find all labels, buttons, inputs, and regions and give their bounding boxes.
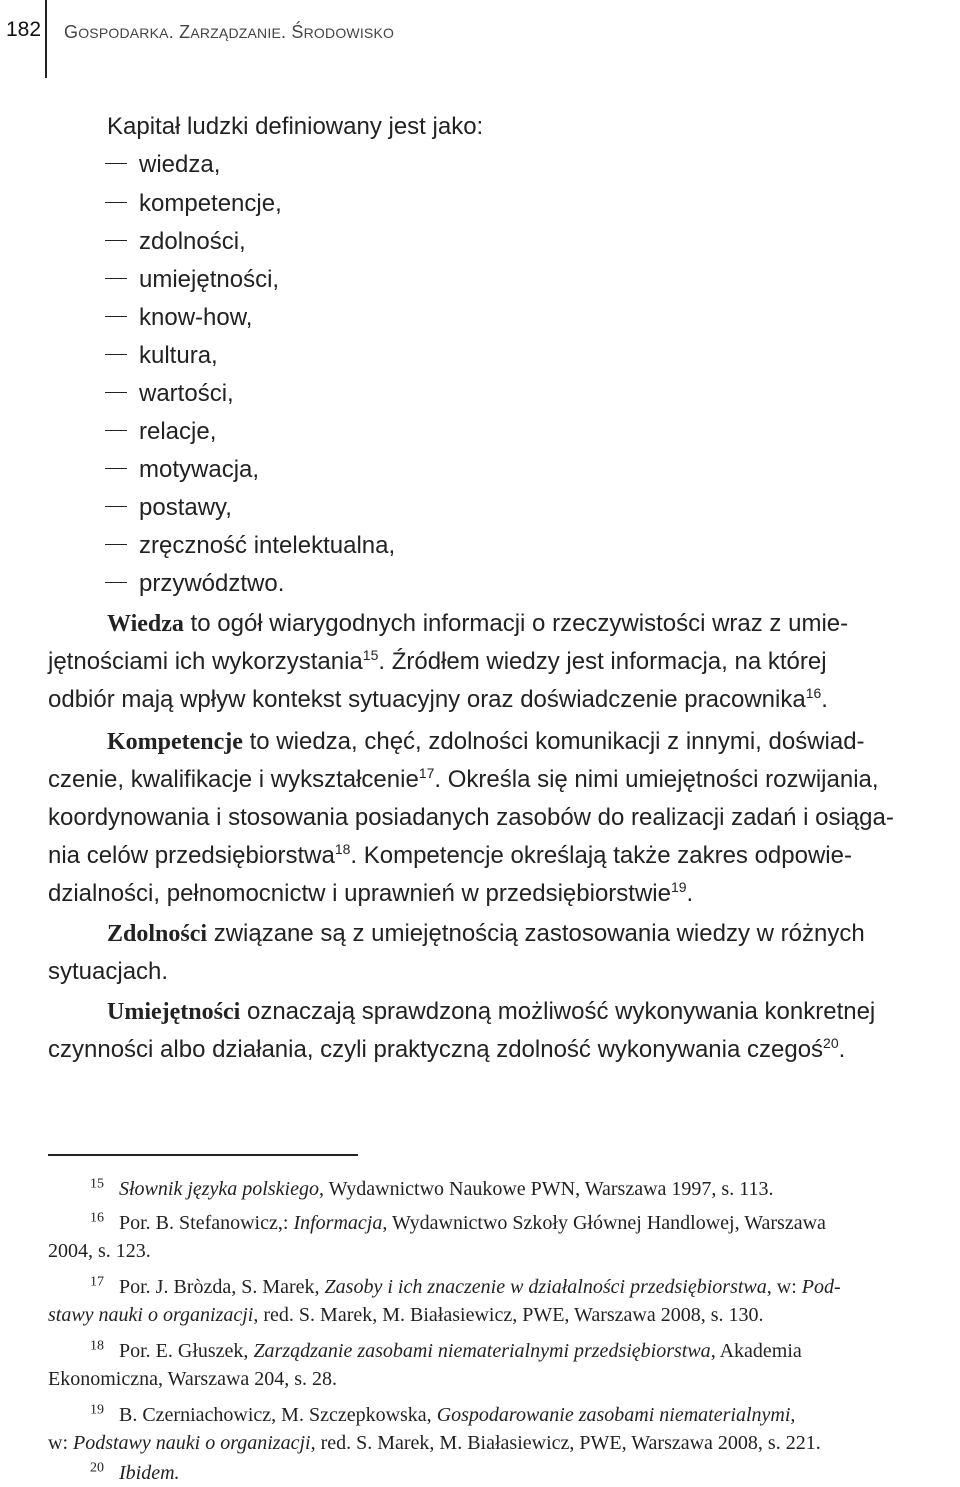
dash-bullet — [105, 240, 127, 242]
footnote-16-cont: 2004, s. 123. — [48, 1240, 151, 1262]
footnote-18-cont: Ekonomiczna, Warszawa 204, s. 28. — [48, 1368, 338, 1390]
term-umiejetnosci: Umiejętności — [107, 999, 241, 1025]
footnote-19: $^{19}$ B. Czerniachowicz, M. Szczepkowska, Gospodarowanie zasobami niematerialnymi, — [90, 1402, 796, 1426]
list-item: przywództwo. — [105, 572, 284, 596]
dash-bullet — [105, 544, 127, 546]
paragraph-line: czynności albo działania, czyli praktyczną zdolność wykonywania czegoś$^{20}$. — [48, 1035, 846, 1063]
intro-text: Kapitał ludzki definiowany jest jako: — [107, 113, 484, 140]
dash-bullet — [105, 468, 127, 470]
footnote-15: $^{15}$ Słownik języka polskiego, Wydawnictwo Naukowe PWN, Warszawa 1997, s. 113. — [90, 1176, 774, 1200]
paragraph-line: jętnościami ich wykorzystania$^{15}$. Źródłem wiedzy jest informacja, na której — [48, 647, 827, 675]
footnote-ref[interactable]: 20 — [823, 1035, 839, 1051]
dash-bullet — [105, 582, 127, 584]
dash-bullet — [105, 316, 127, 318]
paragraph-line: sytuacjach. — [48, 958, 169, 985]
footnote-ref[interactable]: 16 — [805, 685, 822, 701]
footnote-rule — [48, 1154, 358, 1156]
list-item: kompetencje, — [105, 192, 282, 216]
footnote-ref[interactable]: 18 — [334, 841, 351, 857]
list-item: wiedza, — [105, 153, 220, 177]
footnote-ref[interactable]: 19 — [670, 879, 687, 895]
dash-bullet — [105, 392, 127, 394]
dash-bullet — [105, 430, 127, 432]
footnote-17: $^{17}$ Por. J. Bròzda, S. Marek, Zasoby i ich znaczenie w działalności przedsiębiorstwa, w: Pod- — [90, 1274, 841, 1298]
list-item: wartości, — [105, 382, 234, 406]
paragraph-line: Kompetencje to wiedza, chęć, zdolności komunikacji z innymi, doświad- — [107, 728, 865, 755]
term-zdolnosci: Zdolności — [107, 921, 208, 947]
term-wiedza: Wiedza — [107, 611, 184, 637]
term-kompetencje: Kompetencje — [107, 729, 243, 755]
paragraph-line: dzialności, pełnomocnictw i uprawnień w przedsiębiorstwie$^{19}$. — [48, 879, 694, 907]
paragraph-line: nia celów przedsiębiorstwa$^{18}$. Kompetencje określają także zakres odpowie- — [48, 841, 852, 869]
footnote-20: $^{20}$ Ibidem. — [90, 1460, 180, 1484]
dash-bullet — [105, 163, 127, 165]
list-item: kultura, — [105, 344, 218, 368]
running-head: GOSPODARKA. ZARZĄDZANIE. ŚRODOWISKO — [64, 22, 395, 42]
paragraph-line: koordynowania i stosowania posiadanych zasobów do realizacji zadań i osiąga- — [48, 804, 894, 831]
list-item: zręczność intelektualna, — [105, 534, 395, 558]
list-item: relacje, — [105, 420, 216, 444]
list-item: zdolności, — [105, 230, 246, 254]
header-divider — [45, 0, 47, 78]
page-number: 182 — [6, 18, 42, 41]
footnote-16: $^{16}$ Por. B. Stefanowicz,: Informacja, Wydawnictwo Szkoły Głównej Handlowej, Warszawa — [90, 1210, 826, 1234]
dash-bullet — [105, 354, 127, 356]
paragraph-line: czenie, kwalifikacje i wykształcenie$^{17}$. Określa się nimi umiejętności rozwijania, — [48, 765, 879, 793]
footnote-18: $^{18}$ Por. E. Głuszek, Zarządzanie zasobami niematerialnymi przedsiębiorstwa, Akademia — [90, 1338, 802, 1362]
dash-bullet — [105, 202, 127, 204]
dash-bullet — [105, 278, 127, 280]
footnote-ref[interactable]: 17 — [418, 765, 435, 781]
list-item: postawy, — [105, 496, 232, 520]
footnote-19-cont: w: Podstawy nauki o organizacji, red. S. Marek, M. Białasiewicz, PWE, Warszawa 2008, s. 221. — [48, 1432, 821, 1454]
list-item: motywacja, — [105, 458, 259, 482]
list-item: umiejętności, — [105, 268, 279, 292]
paragraph-line: odbiór mają wpływ kontekst sytuacyjny oraz doświadczenie pracownika$^{16}$. — [48, 685, 828, 713]
paragraph-line: Zdolności związane są z umiejętnością zastosowania wiedzy w różnych — [107, 920, 865, 947]
paragraph-line: Umiejętności oznaczają sprawdzoną możliwość wykonywania konkretnej — [107, 998, 876, 1025]
footnote-ref[interactable]: 15 — [362, 647, 379, 663]
footnote-17-cont: stawy nauki o organizacji, red. S. Marek, M. Białasiewicz, PWE, Warszawa 2008, s. 130. — [48, 1304, 764, 1326]
dash-bullet — [105, 506, 127, 508]
paragraph-line: Wiedza to ogół wiarygodnych informacji o rzeczywistości wraz z umie- — [107, 610, 849, 637]
list-item: know-how, — [105, 306, 252, 330]
